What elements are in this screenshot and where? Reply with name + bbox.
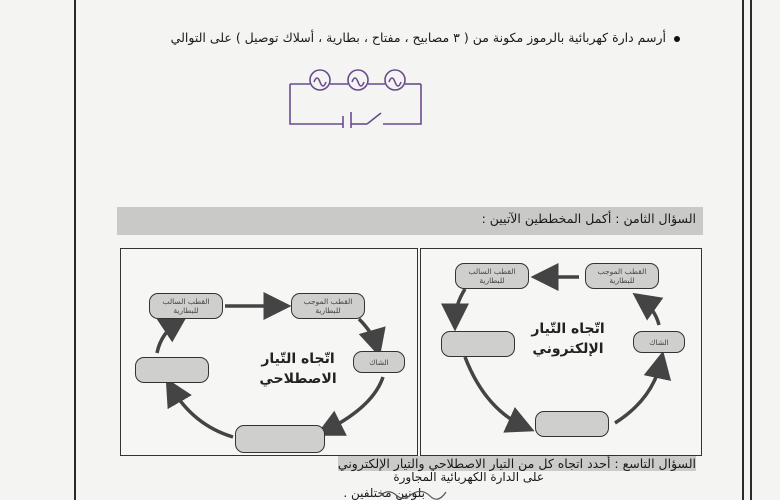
right-box-blank-bottom[interactable] [535,411,609,437]
right-center-label-line2: الإلكتروني [532,341,604,357]
circuit-drawing [285,66,430,128]
question-9-prefix: السؤال التاسع : أحدد اتجاه كل من التيار الاصطلاحي والتيار الإلكتروني [337,456,696,471]
page-border-right-outer [750,0,752,500]
right-center-label [513,319,623,359]
right-box-negative-pole: القطب السالب للبطارية [455,263,529,289]
question-9-line2: بلونين مختلفين . [343,486,425,500]
page-border-left [74,0,76,500]
left-center-label [243,349,353,389]
right-diagram-panel [420,248,702,456]
left-box-negative-pole: القطب السالب للبطارية [149,293,223,319]
bullet-icon [674,36,680,42]
question-7 [171,30,680,45]
right-box-right: الشاك [633,331,685,353]
handwritten-scribble [378,486,448,500]
question-8: السؤال الثامن : أكمل المخططين الآتيين : [481,211,696,226]
right-box-blank-left[interactable] [441,331,515,357]
left-diagram-panel [120,248,418,456]
page-border-right-inner [742,0,744,500]
left-box-positive-pole: القطب الموجب للبطارية [291,293,365,319]
left-box-blank-left[interactable] [135,357,209,383]
question-9-suffix: على الدارة الكهربائية المجاورة [393,470,544,484]
left-center-label-line2: الاصطلاحي [259,371,337,387]
left-box-right: الشاك [353,351,405,373]
question-7-text: أرسم دارة كهربائية بالرموز مكونة من ( ٣ مصابيح ، مفتاح ، بطارية ، أسلاك توصيل ) على التوالي [170,30,666,45]
left-box-blank-bottom[interactable] [235,425,325,453]
right-center-label-line1: اتّجاه التّيار [531,321,605,337]
right-box-positive-pole: القطب الموجب للبطارية [585,263,659,289]
left-center-label-line1: اتّجاه التّيار [261,351,335,367]
question-9 [338,456,696,471]
